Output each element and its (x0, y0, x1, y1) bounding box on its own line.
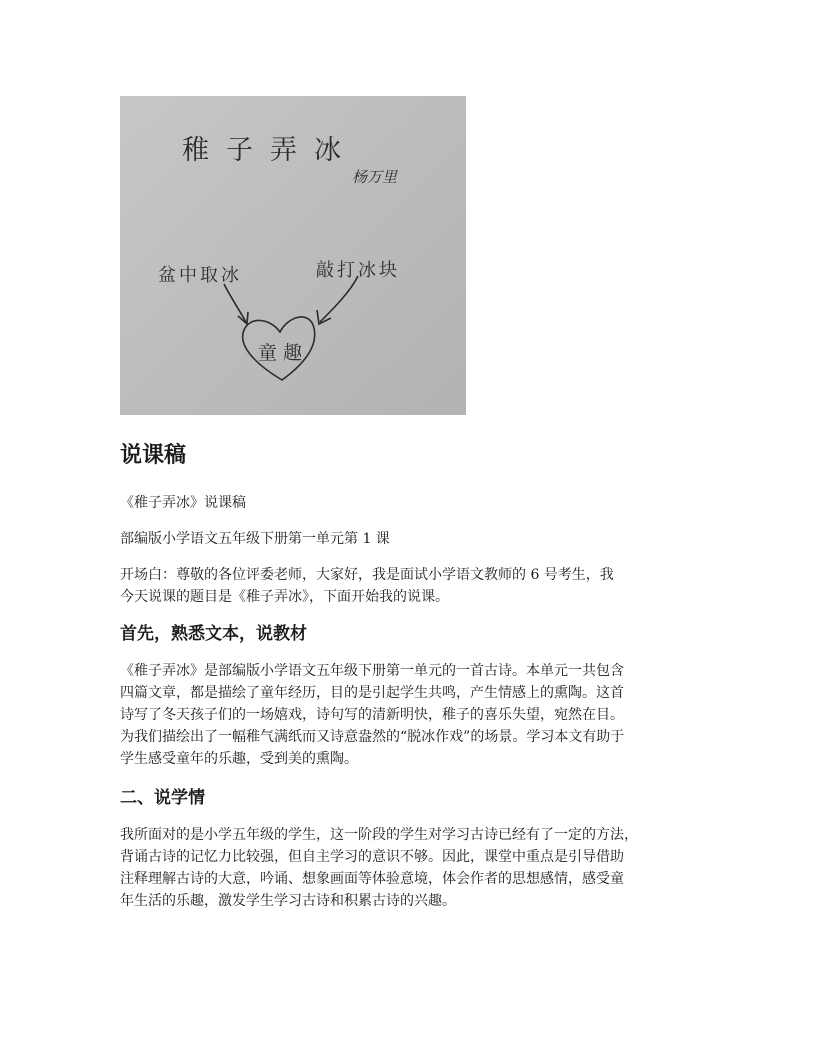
document-heading: 说课稿 (120, 443, 187, 468)
section1-paragraph: 《稚子弄冰》是部编版小学语文五年级下册第一单元的一首古诗。本单元一共包含 四篇文章，都是描绘了童年经历，目的是引起学生共鸣，产生情感上的熏陶。这首 诗写了冬天孩子们的一场嬉戏，诗句写的清新明快，稚子的喜乐失望，宛然在目。 为我们描绘出了一幅稚气满纸而又诗意盎然的“脱冰作戏”的场景。学习本文有助于 学生感受童年的乐趣，受到美的熏陶。 (120, 663, 625, 767)
opening-paragraph: 开场白：尊敬的各位评委老师，大家好，我是面试小学语文教师的 6 号考生，我 今天说课的题目是《稚子弄冰》，下面开始我的说课。 (120, 567, 614, 605)
right-arrow (320, 276, 358, 322)
left-arrow (224, 284, 246, 322)
section2-heading: 二、说学情 (120, 788, 205, 808)
photo-right-label: 敲打冰块 (316, 260, 400, 281)
document-subtitle: 《稚子弄冰》说课稿 (120, 495, 246, 511)
document-meta: 部编版小学语文五年级下册第一单元第 1 课 (120, 531, 390, 547)
section2-paragraph: 我所面对的是小学五年级的学生，这一阶段的学生对学习古诗已经有了一定的方法， 背诵古诗的记忆力比较强，但自主学习的意识不够。因此，课堂中重点是引导借助 注释理解古诗的大意，吟诵、想象画面等体验意境，体会作者的思想感情，感受童 年生活的乐趣，激发学生学习古诗和积累古诗的兴趣。 (120, 827, 638, 909)
photo-heart-label: 童趣 (258, 342, 309, 364)
photo-left-label: 盆中取冰 (158, 265, 242, 286)
photo-title: 稚子弄冰 (182, 135, 358, 166)
section1-heading: 首先，熟悉文本，说教材 (120, 624, 307, 644)
photo-author: 杨万里 (352, 168, 398, 186)
mind-map-photo (120, 96, 466, 415)
document-body (120, 436, 720, 912)
